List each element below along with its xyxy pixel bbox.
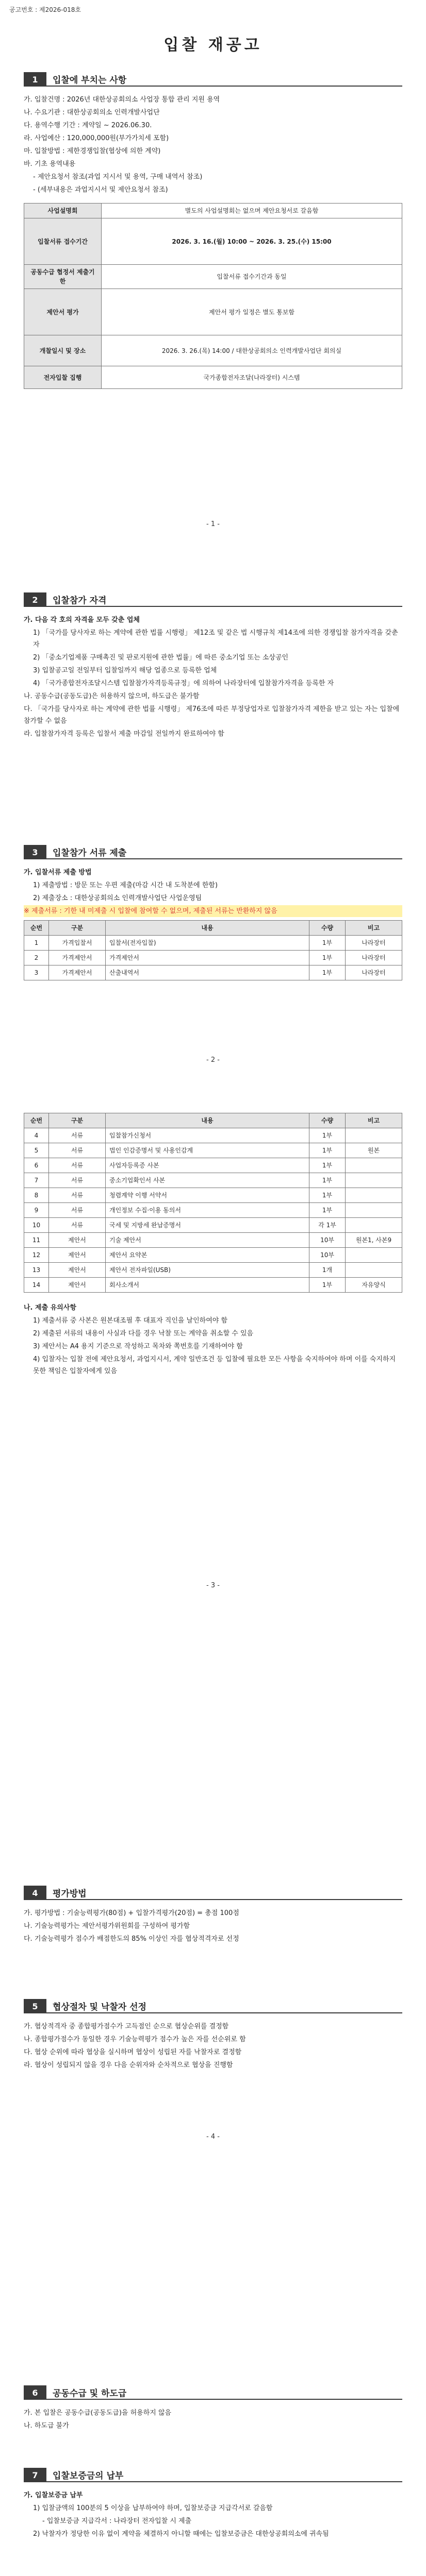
table-header: 개찰일시 및 장소 <box>24 335 102 366</box>
cell: 제안서 전자파일(USB) <box>106 1263 309 1278</box>
table-row <box>24 951 402 965</box>
cell: 나라장터 <box>346 936 402 951</box>
section-number: 3 <box>24 845 46 859</box>
col-header: 내용 <box>106 1113 309 1128</box>
table-row <box>24 1188 402 1203</box>
cell <box>346 1188 402 1203</box>
table-row <box>24 1278 402 1293</box>
section-5 <box>24 1999 402 2072</box>
line: 가. 입찰보증금 납부 <box>24 2492 83 2499</box>
cell: 나라장터 <box>346 965 402 980</box>
line: 가. 입찰건명 : 2026년 대한상공회의소 사업장 통합 관리 지원 용역 <box>24 96 220 104</box>
table-row <box>24 1248 402 1263</box>
line: 나. 기술능력평가는 제안서평가위원회를 구성하여 평가함 <box>24 1922 190 1930</box>
cell: 1개 <box>309 1263 346 1278</box>
line: 나. 하도급 불가 <box>24 2422 69 2430</box>
cell: 가격제안서 <box>106 951 309 965</box>
section-number: 1 <box>24 72 46 87</box>
cell: 법인 인감증명서 및 사용인감계 <box>106 1143 309 1158</box>
section-header <box>24 72 402 87</box>
line: 다. 용역수행 기간 : 계약일 ~ 2026.06.30. <box>24 122 152 129</box>
cell: 1부 <box>309 965 346 980</box>
line: 2) 낙찰자가 정당한 이유 없이 계약을 체결하지 아니할 때에는 입찰보증금은 대한상공회의소에 귀속됨 <box>33 2530 329 2538</box>
page-title: 입찰 재공고 <box>163 36 263 54</box>
line: 가. 다음 각 호의 자격을 모두 갖춘 업체 <box>24 616 140 624</box>
section-3 <box>24 845 402 980</box>
cell: 6 <box>24 1158 49 1173</box>
col-header: 비고 <box>346 1113 402 1128</box>
line: 4) 「국가종합전자조달시스템 입찰참가자격등록규정」에 의하여 나라장터에 입찰참가자격을 등록한 자 <box>33 680 334 687</box>
line: 2) 제출장소 : 대한상공회의소 인력개발사업단 사업운영팀 <box>33 894 202 902</box>
section-1 <box>24 72 402 389</box>
cell: 서류 <box>49 1143 106 1158</box>
cell <box>346 1248 402 1263</box>
col-header: 비고 <box>346 921 402 936</box>
line: 다. 기술능력평가 점수가 배점한도의 85% 이상인 자를 협상적격자로 선정 <box>24 1935 239 1943</box>
section-number: 7 <box>24 2468 46 2482</box>
warning-line: ※ 제출서류 : 기한 내 미제출 시 입찰에 참여할 수 없으며, 제출된 서류는 반환하지 않음 <box>24 905 402 917</box>
table-cell: 입찰서류 접수기간과 동일 <box>102 265 402 289</box>
line: 라. 입찰참가자격 등록은 입찰서 제출 마감일 전일까지 완료하여야 함 <box>24 730 224 738</box>
cell: 국세 및 지방세 완납증명서 <box>106 1218 309 1233</box>
line: 나. 종합평가점수가 동일한 경우 기술능력평가 점수가 높은 자를 선순위로 함 <box>24 2036 246 2043</box>
section-title: 공동수급 및 하도급 <box>46 2385 402 2400</box>
col-header: 순번 <box>24 1113 49 1128</box>
cell: 자유양식 <box>346 1278 402 1293</box>
cell: 가격입찰서 <box>49 936 106 951</box>
cell: 청렴계약 이행 서약서 <box>106 1188 309 1203</box>
table-cell: 국가종합전자조달(나라장터) 시스템 <box>102 366 402 389</box>
cell: 10부 <box>309 1248 346 1263</box>
cell: 12 <box>24 1248 49 1263</box>
line: 가. 본 입찰은 공동수급(공동도급)을 허용하지 않음 <box>24 2409 172 2417</box>
table-cell: 제안서 평가 일정은 별도 통보함 <box>102 289 402 335</box>
cell: 원본 <box>346 1143 402 1158</box>
line: 1) 입찰금액의 100분의 5 이상을 납부하여야 하며, 입찰보증금 지급각서로 갈음함 <box>33 2504 273 2512</box>
cell: 각 1부 <box>309 1218 346 1233</box>
line: - (세부내용은 과업지시서 및 제안요청서 참조) <box>33 186 168 194</box>
cell: 개인정보 수집·이용 동의서 <box>106 1203 309 1218</box>
cell: 1부 <box>309 1143 346 1158</box>
section-title: 입찰보증금의 납부 <box>46 2468 402 2482</box>
cell: 1부 <box>309 1203 346 1218</box>
cell: 10부 <box>309 1233 346 1248</box>
section-title: 평가방법 <box>46 1886 402 1900</box>
table-header: 전자입찰 집행 <box>24 366 102 389</box>
cell <box>346 1263 402 1278</box>
table-header: 입찰서류 접수기간 <box>24 218 102 265</box>
section-number: 2 <box>24 592 46 607</box>
section-6 <box>24 2385 402 2433</box>
line: 3) 제안서는 A4 용지 기준으로 작성하고 목차와 쪽번호를 기재하여야 함 <box>33 1343 243 1350</box>
cell: 10 <box>24 1218 49 1233</box>
section-header <box>24 845 402 859</box>
section-2 <box>24 592 402 741</box>
section-header <box>24 2385 402 2400</box>
line: 2) 제출된 서류의 내용이 사실과 다를 경우 낙찰 또는 계약을 취소할 수 있음 <box>33 1330 254 1337</box>
section-title: 입찰에 부치는 사항 <box>46 72 402 87</box>
cell: 9 <box>24 1203 49 1218</box>
table-row <box>24 1128 402 1143</box>
cell: 서류 <box>49 1218 106 1233</box>
cell: 1부 <box>309 1173 346 1188</box>
col-header: 순번 <box>24 921 49 936</box>
table-cell: 2026. 3. 26.(목) 14:00 / 대한상공회의소 인력개발사업단 회의실 <box>102 335 402 366</box>
cell: 제안서 <box>49 1248 106 1263</box>
line: 가. 협상적격자 중 종합평가점수가 고득점인 순으로 협상순위를 결정함 <box>24 2023 229 2030</box>
line: 2) 「중소기업제품 구매촉진 및 판로지원에 관한 법률」에 따른 중소기업 또는 소상공인 <box>33 654 289 662</box>
table-row <box>24 1143 402 1158</box>
cell: 11 <box>24 1233 49 1248</box>
submission-notes <box>24 1302 402 1377</box>
page-number: - 3 - <box>206 1582 220 1589</box>
cell: 3 <box>24 965 49 980</box>
line: 마. 입찰방법 : 제한경쟁입찰(협상에 의한 계약) <box>24 147 161 155</box>
cell: 사업자등록증 사본 <box>106 1158 309 1173</box>
page-number: - 1 - <box>206 520 220 528</box>
cell: 나라장터 <box>346 951 402 965</box>
table-header: 제안서 평가 <box>24 289 102 335</box>
table-row <box>24 936 402 951</box>
line: 라. 사업예산 : 120,000,000원(부가가치세 포함) <box>24 134 169 142</box>
line: 라. 협상이 성립되지 않을 경우 다음 순위자와 순차적으로 협상을 진행함 <box>24 2061 233 2069</box>
col-header: 구분 <box>49 1113 106 1128</box>
table-row <box>24 1263 402 1278</box>
line: 1) 「국가를 당사자로 하는 계약에 관한 법률 시행령」 제12조 및 같은 법 시행규칙 제14조에 의한 경쟁입찰 참가자격을 갖춘 자 <box>33 629 398 649</box>
section-number: 6 <box>24 2385 46 2400</box>
section-title: 입찰참가 자격 <box>46 592 402 607</box>
table-row <box>24 1218 402 1233</box>
section-header <box>24 592 402 607</box>
col-header: 수량 <box>309 921 346 936</box>
cell: 1부 <box>309 1188 346 1203</box>
table-cell: 별도의 사업설명회는 없으며 제안요청서로 갈음함 <box>102 204 402 218</box>
cell: 14 <box>24 1278 49 1293</box>
table-row <box>24 1233 402 1248</box>
cell: 1부 <box>309 1128 346 1143</box>
documents-table-continued <box>24 1113 402 1378</box>
section-number: 5 <box>24 1999 46 2013</box>
page-number: - 4 - <box>206 2133 220 2141</box>
line: 다. 협상 순위에 따라 협상을 실시하며 협상이 성립된 자를 낙찰자로 결정함 <box>24 2048 242 2056</box>
col-header: 내용 <box>106 921 309 936</box>
cell: 제안서 요약본 <box>106 1248 309 1263</box>
cell <box>346 1128 402 1143</box>
cell: 13 <box>24 1263 49 1278</box>
cell: 서류 <box>49 1173 106 1188</box>
line: 3) 입찰공고일 전일부터 입찰일까지 해당 업종으로 등록한 업체 <box>33 667 217 674</box>
cell: 원본1, 사본9 <box>346 1233 402 1248</box>
table-row <box>24 1158 402 1173</box>
cell <box>346 1173 402 1188</box>
line: 가. 평가방법 : 기술능력평가(80점) + 입찰가격평가(20점) = 총점 100점 <box>24 1909 239 1917</box>
section-title: 협상절차 및 낙찰자 선정 <box>46 1999 402 2013</box>
documents-table-2 <box>24 1113 402 1293</box>
cell: 서류 <box>49 1188 106 1203</box>
section-number: 4 <box>24 1886 46 1900</box>
section-7 <box>24 2468 402 2541</box>
line: 4) 입찰자는 입찰 전에 제안요청서, 과업지시서, 계약 일반조건 등 입찰에 필요한 모든 사항을 숙지하여야 하며 이를 숙지하지 못한 책임은 입찰자에게 있음 <box>33 1355 396 1375</box>
cell: 회사소개서 <box>106 1278 309 1293</box>
cell: 5 <box>24 1143 49 1158</box>
table-row <box>24 1203 402 1218</box>
documents-table <box>24 920 402 980</box>
line: 1) 제출방법 : 방문 또는 우편 제출(마감 시간 내 도착분에 한함) <box>33 882 218 889</box>
cell: 2 <box>24 951 49 965</box>
cell: 8 <box>24 1188 49 1203</box>
cell: 4 <box>24 1128 49 1143</box>
cell: 1부 <box>309 1158 346 1173</box>
cell <box>346 1218 402 1233</box>
line: - 입찰보증금 지급각서 : 나라장터 전자입찰 시 제출 <box>42 2517 192 2525</box>
cell: 기술 제안서 <box>106 1233 309 1248</box>
table-header: 공동수급 협정서 제출기한 <box>24 265 102 289</box>
cell: 가격제안서 <box>49 951 106 965</box>
line: 다. 「국가를 당사자로 하는 계약에 관한 법률 시행령」 제76조에 따른 부정당업자로 입찰참가자격 제한을 받고 있는 자는 입찰에 참가할 수 없음 <box>24 705 400 725</box>
col-header: 수량 <box>309 1113 346 1128</box>
cell: 1부 <box>309 951 346 965</box>
section-header <box>24 2468 402 2482</box>
cell: 가격제안서 <box>49 965 106 980</box>
line: 가. 입찰서류 제출 방법 <box>24 869 92 876</box>
col-header: 구분 <box>49 921 106 936</box>
table-row <box>24 965 402 980</box>
line: 1) 제출서류 중 사본은 원본대조필 후 대표자 직인을 날인하여야 함 <box>33 1317 228 1325</box>
page-number: - 2 - <box>206 1056 220 1064</box>
cell: 제안서 <box>49 1233 106 1248</box>
cell: 1 <box>24 936 49 951</box>
cell: 서류 <box>49 1158 106 1173</box>
cell: 입찰참가신청서 <box>106 1128 309 1143</box>
cell: 서류 <box>49 1203 106 1218</box>
section-header <box>24 1886 402 1900</box>
cell: 중소기업확인서 사본 <box>106 1173 309 1188</box>
table-row <box>24 1173 402 1188</box>
cell: 1부 <box>309 936 346 951</box>
cell: 1부 <box>309 1278 346 1293</box>
table-cell: 2026. 3. 16.(월) 10:00 ~ 2026. 3. 25.(수) 15:00 <box>102 218 402 265</box>
cell: 7 <box>24 1173 49 1188</box>
section-title: 입찰참가 서류 제출 <box>46 845 402 859</box>
cell: 산출내역서 <box>106 965 309 980</box>
doc-id: 공고번호 : 제2026-018호 <box>9 6 81 13</box>
cell: 제안서 <box>49 1278 106 1293</box>
cell: 제안서 <box>49 1263 106 1278</box>
line: - 제안요청서 참조(과업 지시서 및 용역, 구매 내역서 참조) <box>33 173 203 181</box>
line: 나. 수요기관 : 대한상공회의소 인력개발사업단 <box>24 109 160 116</box>
section-4 <box>24 1886 402 1946</box>
schedule-table <box>24 203 402 389</box>
section-header <box>24 1999 402 2013</box>
cell: 서류 <box>49 1128 106 1143</box>
cell <box>346 1203 402 1218</box>
table-header: 사업설명회 <box>24 204 102 218</box>
cell: 입찰서(전자입찰) <box>106 936 309 951</box>
line: 나. 공동수급(공동도급)은 허용하지 않으며, 하도급은 불가함 <box>24 692 200 700</box>
line: 나. 제출 유의사항 <box>24 1304 76 1312</box>
cell <box>346 1158 402 1173</box>
line: 바. 기초 용역내용 <box>24 160 76 168</box>
